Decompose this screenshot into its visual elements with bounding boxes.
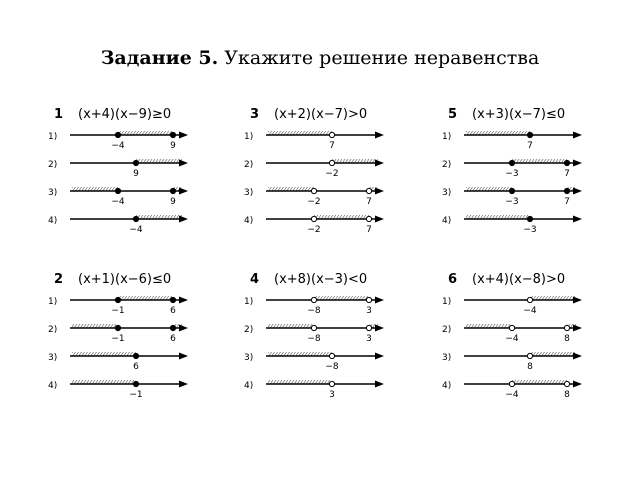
filled-point bbox=[170, 325, 175, 330]
answer-options bbox=[442, 123, 602, 248]
answer-option-4[interactable] bbox=[48, 380, 188, 400]
point-value-label: −4 bbox=[129, 225, 143, 235]
arrow-right-icon bbox=[179, 297, 188, 304]
filled-point bbox=[115, 132, 120, 137]
task-number: 1 bbox=[54, 107, 64, 122]
task-header bbox=[442, 105, 632, 125]
task-inequality: (x+3)(x−7)≤0 bbox=[472, 107, 566, 122]
filled-point bbox=[527, 132, 532, 137]
filled-point bbox=[133, 216, 138, 221]
answer-option-3[interactable] bbox=[244, 352, 384, 372]
open-point bbox=[564, 325, 569, 330]
point-value-label: 7 bbox=[564, 169, 570, 179]
filled-point bbox=[170, 297, 175, 302]
task-block-3 bbox=[244, 105, 424, 245]
task-number: 6 bbox=[448, 272, 458, 287]
option-label: 1) bbox=[442, 297, 452, 307]
option-label: 4) bbox=[244, 216, 254, 226]
point-value-label: 9 bbox=[170, 141, 176, 151]
task-instruction: Укажите решение неравенства bbox=[224, 47, 540, 69]
point-value-label: −3 bbox=[523, 225, 537, 235]
open-point bbox=[366, 188, 371, 193]
answer-option-3[interactable] bbox=[48, 352, 188, 372]
task-block-2 bbox=[48, 270, 228, 410]
task-inequality: (x+4)(x−8)>0 bbox=[472, 272, 566, 287]
point-value-label: 3 bbox=[329, 390, 335, 400]
point-value-label: −8 bbox=[307, 334, 321, 344]
point-value-label: 7 bbox=[366, 225, 372, 235]
arrow-right-icon bbox=[179, 353, 188, 360]
option-label: 1) bbox=[244, 297, 254, 307]
filled-point bbox=[564, 160, 569, 165]
answer-option-1[interactable] bbox=[244, 131, 384, 151]
task-inequality: (x+4)(x−9)≥0 bbox=[78, 107, 172, 122]
filled-point bbox=[170, 132, 175, 137]
answer-option-4[interactable] bbox=[244, 380, 384, 400]
arrow-right-icon bbox=[179, 381, 188, 388]
arrow-right-icon bbox=[375, 297, 384, 304]
answer-option-2[interactable] bbox=[48, 159, 188, 179]
point-value-label: −2 bbox=[307, 197, 321, 207]
arrow-right-icon bbox=[375, 160, 384, 167]
task-number-label: Задание 5. bbox=[100, 47, 219, 69]
option-label: 2) bbox=[48, 160, 58, 170]
answer-option-4[interactable] bbox=[442, 215, 582, 235]
option-label: 1) bbox=[442, 132, 452, 142]
option-label: 2) bbox=[442, 160, 452, 170]
point-value-label: 3 bbox=[366, 306, 372, 316]
task-block-4 bbox=[244, 270, 424, 410]
answer-option-4[interactable] bbox=[244, 215, 384, 235]
arrow-right-icon bbox=[573, 132, 582, 139]
point-value-label: 8 bbox=[527, 362, 533, 372]
open-point bbox=[527, 353, 532, 358]
open-point bbox=[311, 216, 316, 221]
open-point bbox=[564, 381, 569, 386]
answer-option-2[interactable] bbox=[244, 159, 384, 179]
filled-point bbox=[115, 325, 120, 330]
option-label: 4) bbox=[442, 381, 452, 391]
open-point bbox=[366, 297, 371, 302]
option-label: 2) bbox=[244, 160, 254, 170]
filled-point bbox=[170, 188, 175, 193]
answer-option-1[interactable] bbox=[442, 131, 582, 151]
option-label: 2) bbox=[442, 325, 452, 335]
arrow-right-icon bbox=[573, 297, 582, 304]
task-block-6 bbox=[442, 270, 622, 410]
answer-options bbox=[244, 123, 404, 248]
option-label: 4) bbox=[48, 381, 58, 391]
arrow-right-icon bbox=[375, 325, 384, 332]
arrow-right-icon bbox=[573, 325, 582, 332]
point-value-label: 7 bbox=[527, 141, 533, 151]
option-label: 4) bbox=[244, 381, 254, 391]
point-value-label: −2 bbox=[325, 169, 339, 179]
task-number: 4 bbox=[250, 272, 260, 287]
open-point bbox=[366, 216, 371, 221]
arrow-right-icon bbox=[573, 381, 582, 388]
answer-option-1[interactable] bbox=[48, 131, 188, 151]
point-value-label: 6 bbox=[133, 362, 139, 372]
arrow-right-icon bbox=[573, 353, 582, 360]
filled-point bbox=[527, 216, 532, 221]
filled-point bbox=[115, 188, 120, 193]
task-header bbox=[244, 270, 434, 290]
option-label: 2) bbox=[48, 325, 58, 335]
open-point bbox=[366, 325, 371, 330]
answer-option-1[interactable] bbox=[442, 296, 582, 316]
arrow-right-icon bbox=[375, 216, 384, 223]
open-point bbox=[509, 381, 514, 386]
answer-option-3[interactable] bbox=[442, 187, 582, 207]
open-point bbox=[329, 160, 334, 165]
task-title bbox=[0, 47, 640, 69]
option-label: 3) bbox=[244, 353, 254, 363]
arrow-right-icon bbox=[375, 353, 384, 360]
answer-option-2[interactable] bbox=[48, 324, 188, 344]
filled-point bbox=[115, 297, 120, 302]
answer-options bbox=[48, 288, 208, 413]
option-label: 3) bbox=[442, 353, 452, 363]
point-value-label: −3 bbox=[505, 169, 519, 179]
open-point bbox=[311, 297, 316, 302]
answer-option-1[interactable] bbox=[48, 296, 188, 316]
point-value-label: 7 bbox=[366, 197, 372, 207]
point-value-label: 8 bbox=[564, 390, 570, 400]
filled-point bbox=[509, 188, 514, 193]
open-point bbox=[329, 132, 334, 137]
open-point bbox=[527, 297, 532, 302]
arrow-right-icon bbox=[179, 160, 188, 167]
task-number: 5 bbox=[448, 107, 458, 122]
open-point bbox=[311, 188, 316, 193]
point-value-label: 7 bbox=[329, 141, 335, 151]
task-header bbox=[48, 105, 238, 125]
point-value-label: −1 bbox=[129, 390, 143, 400]
filled-point bbox=[509, 160, 514, 165]
answer-option-3[interactable] bbox=[244, 187, 384, 207]
task-block-1 bbox=[48, 105, 228, 245]
task-inequality: (x+8)(x−3)<0 bbox=[274, 272, 368, 287]
arrow-right-icon bbox=[573, 160, 582, 167]
filled-point bbox=[133, 160, 138, 165]
option-label: 4) bbox=[442, 216, 452, 226]
task-header bbox=[48, 270, 238, 290]
answer-options bbox=[244, 288, 404, 413]
point-value-label: 6 bbox=[170, 306, 176, 316]
answer-option-4[interactable] bbox=[48, 215, 188, 235]
open-point bbox=[509, 325, 514, 330]
arrow-right-icon bbox=[179, 216, 188, 223]
point-value-label: 7 bbox=[564, 197, 570, 207]
point-value-label: 3 bbox=[366, 334, 372, 344]
option-label: 3) bbox=[442, 188, 452, 198]
arrow-right-icon bbox=[179, 188, 188, 195]
option-label: 1) bbox=[48, 132, 58, 142]
point-value-label: −1 bbox=[111, 306, 125, 316]
task-number: 2 bbox=[54, 272, 64, 287]
point-value-label: −4 bbox=[111, 197, 125, 207]
arrow-right-icon bbox=[179, 132, 188, 139]
arrow-right-icon bbox=[375, 381, 384, 388]
answer-option-2[interactable] bbox=[244, 324, 384, 344]
filled-point bbox=[133, 353, 138, 358]
task-header bbox=[244, 105, 434, 125]
task-inequality: (x+2)(x−7)>0 bbox=[274, 107, 368, 122]
filled-point bbox=[564, 188, 569, 193]
arrow-right-icon bbox=[375, 188, 384, 195]
point-value-label: 8 bbox=[564, 334, 570, 344]
point-value-label: −8 bbox=[307, 306, 321, 316]
answer-option-2[interactable] bbox=[442, 324, 582, 344]
arrow-right-icon bbox=[573, 216, 582, 223]
open-point bbox=[329, 353, 334, 358]
arrow-right-icon bbox=[179, 325, 188, 332]
option-label: 4) bbox=[48, 216, 58, 226]
open-point bbox=[311, 325, 316, 330]
answer-option-3[interactable] bbox=[48, 187, 188, 207]
arrow-right-icon bbox=[573, 188, 582, 195]
point-value-label: 6 bbox=[170, 334, 176, 344]
task-header bbox=[442, 270, 632, 290]
answer-option-1[interactable] bbox=[244, 296, 384, 316]
point-value-label: −4 bbox=[523, 306, 537, 316]
answer-option-2[interactable] bbox=[442, 159, 582, 179]
point-value-label: 9 bbox=[133, 169, 139, 179]
point-value-label: −3 bbox=[505, 197, 519, 207]
task-inequality: (x+1)(x−6)≤0 bbox=[78, 272, 172, 287]
task-number: 3 bbox=[250, 107, 260, 122]
answer-options bbox=[48, 123, 208, 248]
point-value-label: −4 bbox=[505, 334, 519, 344]
point-value-label: −8 bbox=[325, 362, 339, 372]
option-label: 3) bbox=[48, 353, 58, 363]
option-label: 3) bbox=[48, 188, 58, 198]
filled-point bbox=[133, 381, 138, 386]
point-value-label: −4 bbox=[505, 390, 519, 400]
task-block-5 bbox=[442, 105, 622, 245]
open-point bbox=[329, 381, 334, 386]
answer-options bbox=[442, 288, 602, 413]
answer-option-3[interactable] bbox=[442, 352, 582, 372]
answer-option-4[interactable] bbox=[442, 380, 582, 400]
point-value-label: 9 bbox=[170, 197, 176, 207]
option-label: 3) bbox=[244, 188, 254, 198]
option-label: 2) bbox=[244, 325, 254, 335]
point-value-label: −1 bbox=[111, 334, 125, 344]
arrow-right-icon bbox=[375, 132, 384, 139]
option-label: 1) bbox=[48, 297, 58, 307]
option-label: 1) bbox=[244, 132, 254, 142]
point-value-label: −2 bbox=[307, 225, 321, 235]
point-value-label: −4 bbox=[111, 141, 125, 151]
